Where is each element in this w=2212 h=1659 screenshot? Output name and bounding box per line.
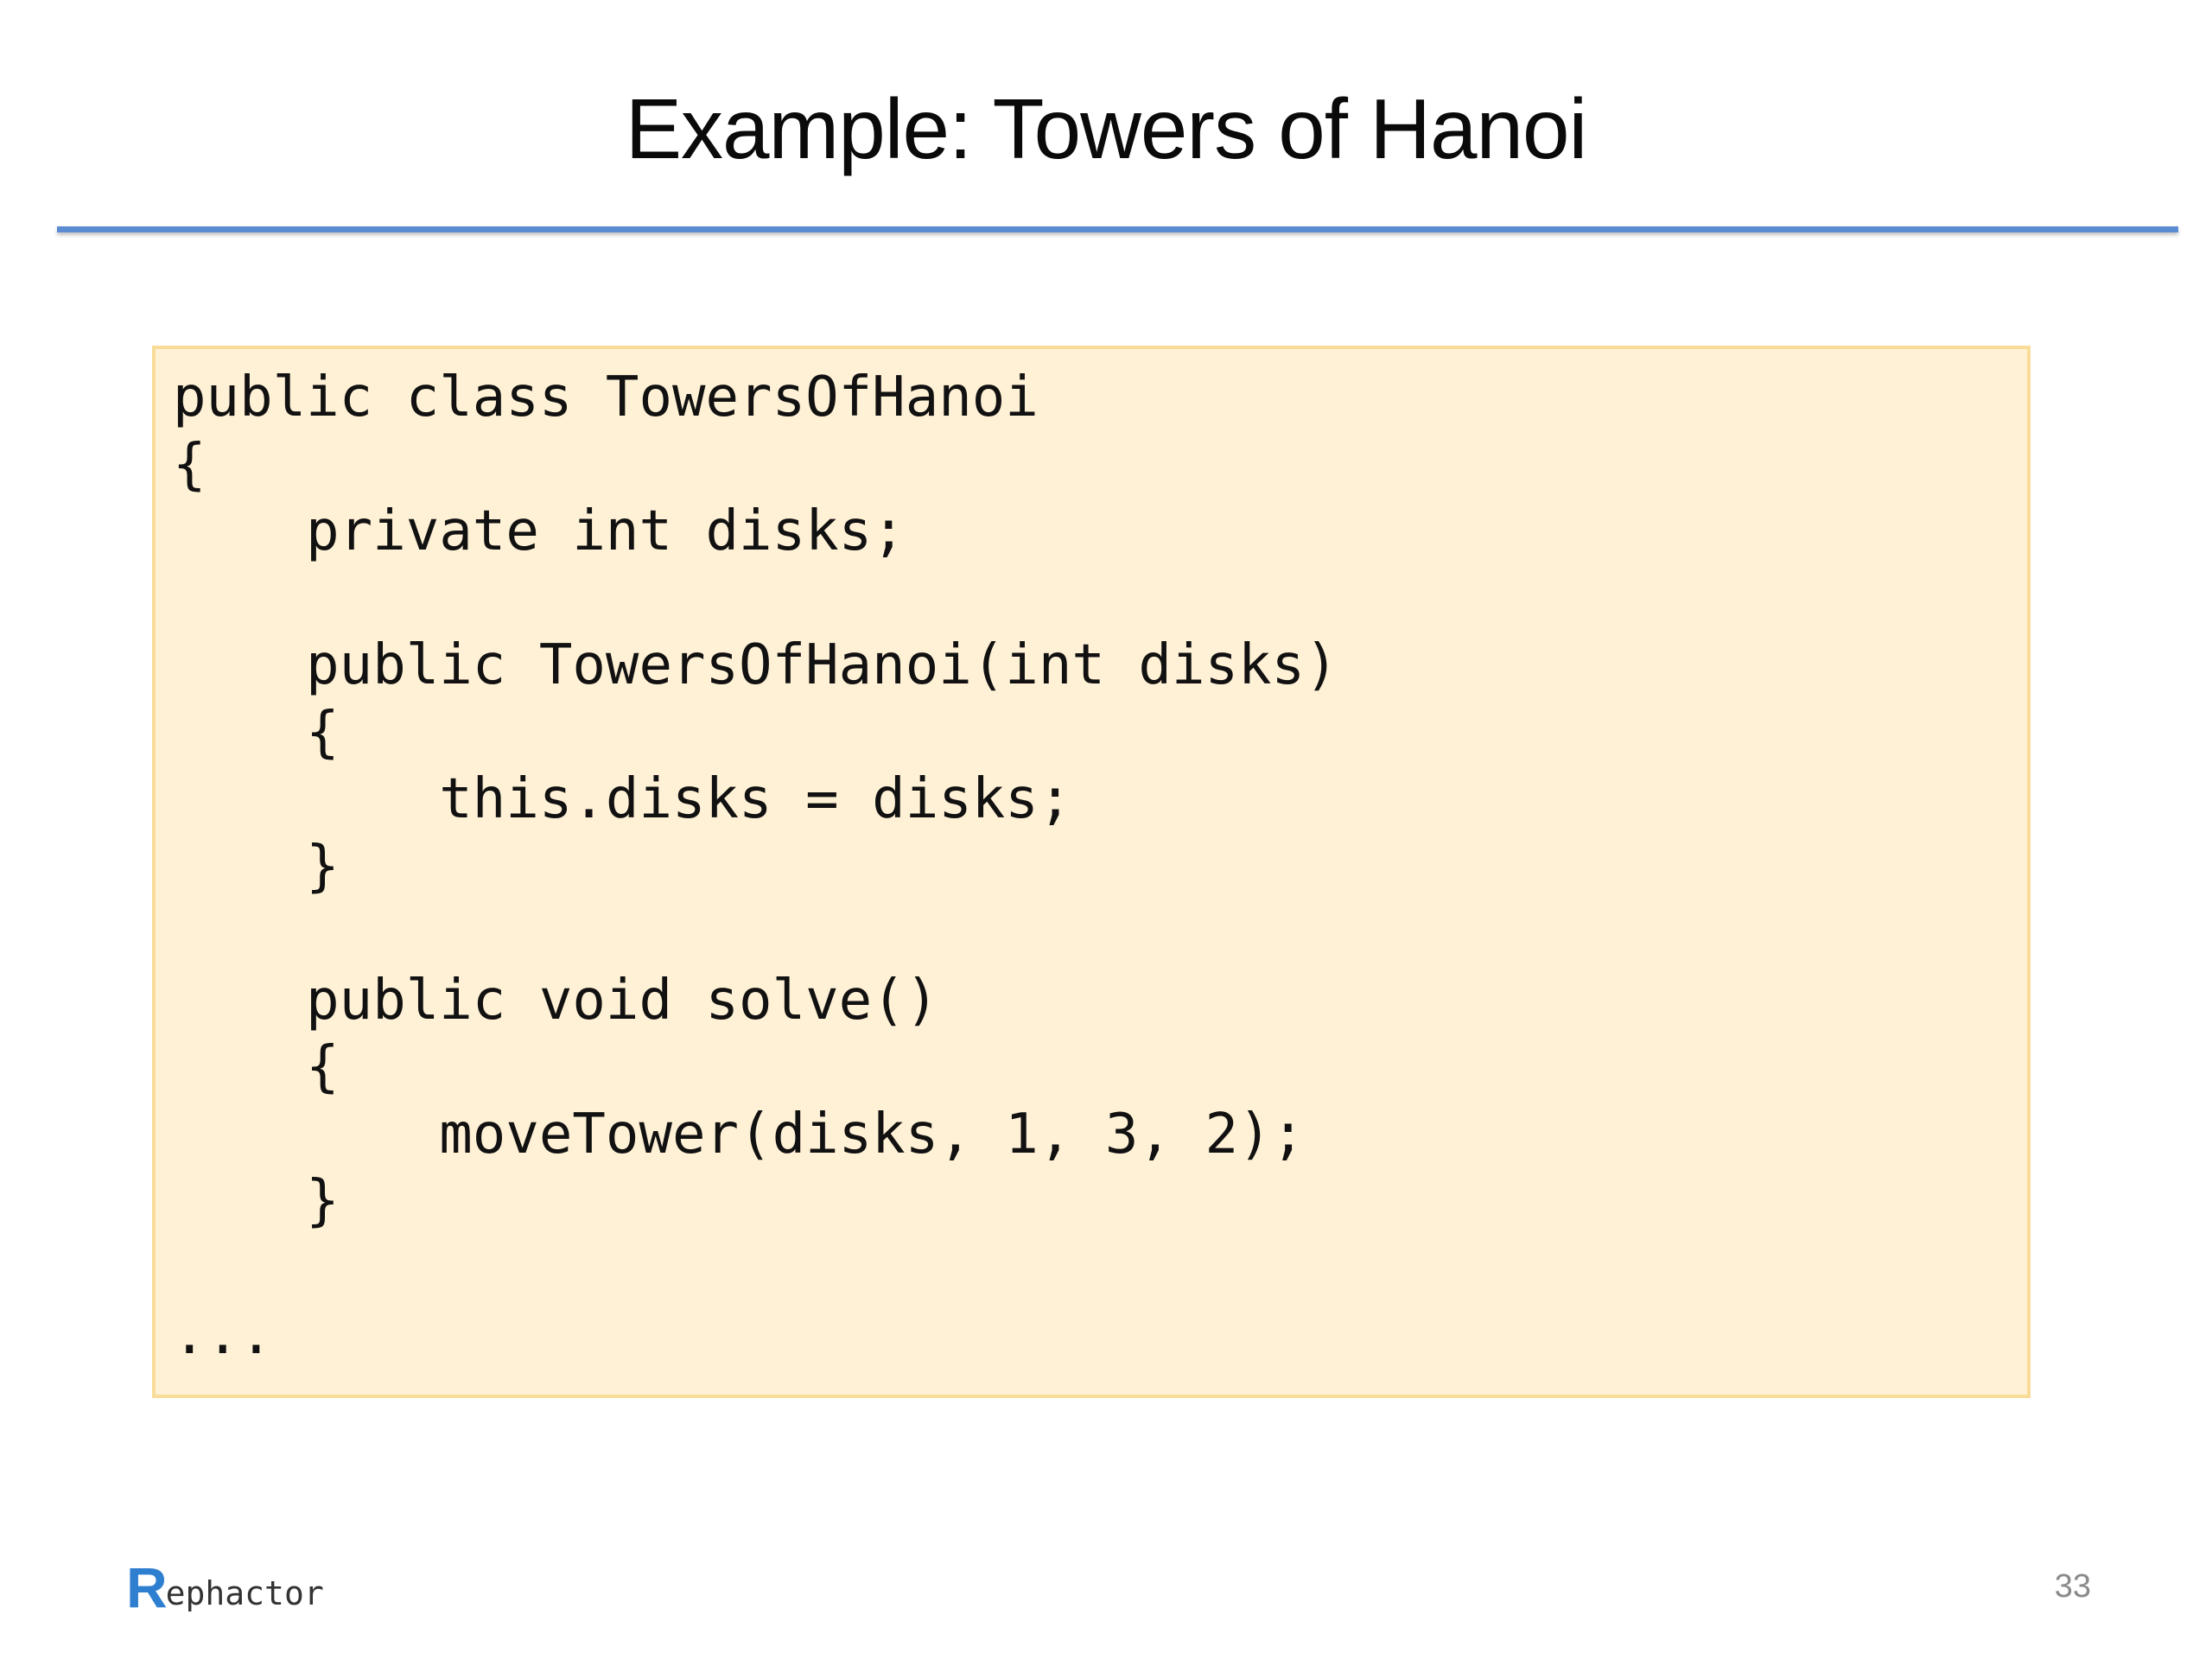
- code-line-field: private int disks;: [173, 499, 906, 563]
- code-line-class-open-brace: {: [173, 432, 207, 497]
- rephactor-logo: [126, 1555, 324, 1619]
- code-listing: [173, 365, 1338, 1370]
- code-line-constructor-close-brace: }: [173, 834, 340, 899]
- code-line-constructor-signature: public TowersOfHanoi(int disks): [173, 633, 1338, 697]
- slide-title: Example: Towers of Hanoi: [625, 81, 1587, 176]
- code-line-solve-open-brace: {: [173, 1035, 340, 1099]
- code-line-blank: [173, 1236, 1338, 1303]
- code-line-solve-close-brace: }: [173, 1169, 340, 1233]
- code-line-solve-body: moveTower(disks, 1, 3, 2);: [173, 1102, 1306, 1166]
- title-divider: [57, 226, 2178, 232]
- code-line-constructor-body: this.disks = disks;: [173, 767, 1072, 831]
- logo-wordmark: ephactor: [165, 1574, 324, 1612]
- code-line-solve-signature: public void solve(): [173, 968, 939, 1033]
- page-number: 33: [2054, 1568, 2091, 1605]
- code-line-ellipsis: ...: [173, 1303, 273, 1367]
- logo-mark: R: [126, 1555, 168, 1619]
- code-line-constructor-open-brace: {: [173, 700, 340, 765]
- code-line-class-declaration: public class TowersOfHanoi: [173, 365, 1039, 429]
- code-line-blank: [173, 900, 1338, 968]
- code-line-blank: [173, 566, 1338, 633]
